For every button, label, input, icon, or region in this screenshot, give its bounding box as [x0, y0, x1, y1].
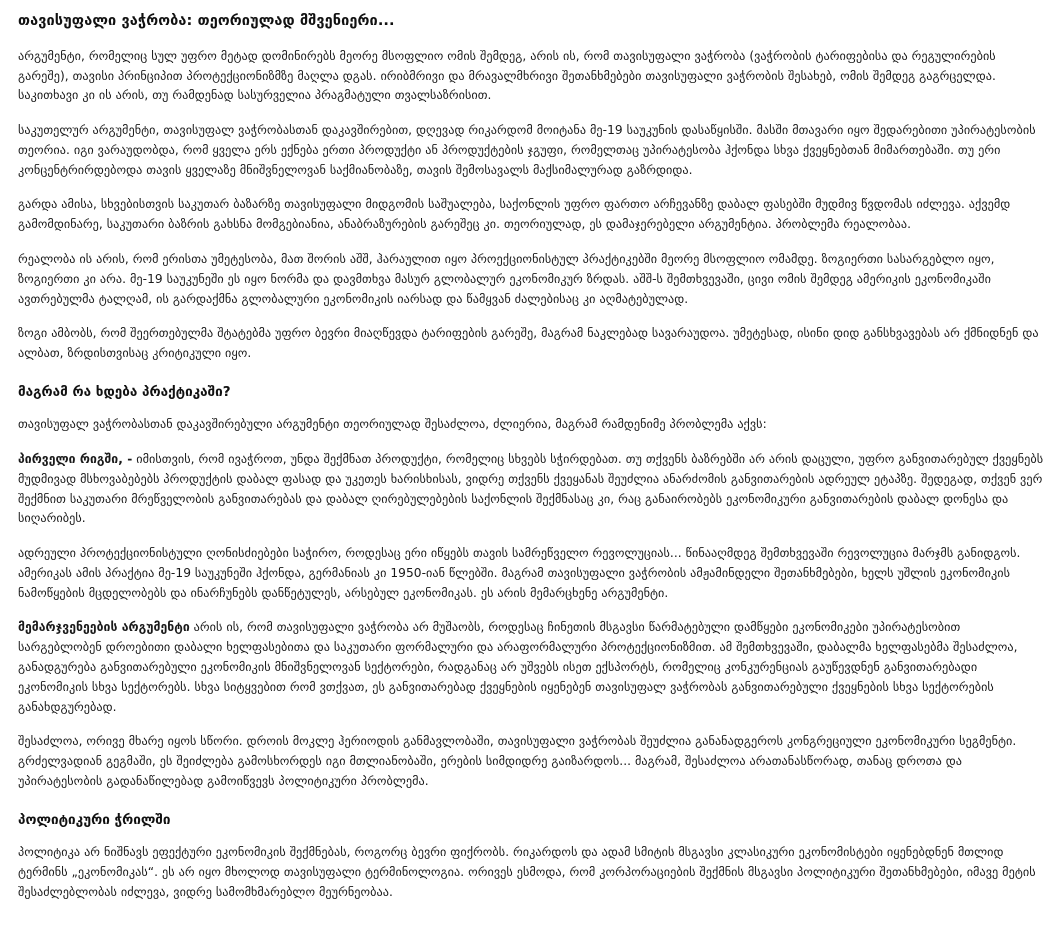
paragraph-right-argument — [18, 618, 1045, 717]
paragraph-intro-3: გარდა ამისა, სხვებისთვის საკუთარ ბაზარზე თავისუფალი მიდგომის საშუალება, საქონლის უფრო ფართო არჩევანზე დაბალ ფასებში მუდმივ წვდომას იძლევა. აქვემდ გამომდინარე, საკუთარი ბაზრის გახსნა მომგებიანია, ანაბრაზურების გარეშეც კი. თეორიულად, ეს დამაჯერებელი არგუმენტია. პრობლემა რეალობაა. — [18, 197, 1011, 232]
paragraph-protectionist-need: ადრეული პროტექციონისტული ღონისძიებები საჭირო, როდესაც ერი იწყებს თავის სამრეწველო რევოლუციას... წინააღმდეგ შემთხვევაში რევოლუცია მარჯმს განიდგოს. ამერიკას ამის პრაქტია მე-19 საუკუნეში ჰქონდა, გერმანიას კი 1950-იან წლებში. მაგრამ თავისუფალი ვაჭრობის ამჟამინდელი შეთანხმებები, ხელს უშლის ეკონომიკის ნამოწყების მცდელობებს და ინარჩუნებს დანწეტულეს, არსებულ ეკონომიკას. ეს არის მემარცხენე არგუმენტი. — [18, 546, 1021, 600]
first-reason-lead: პირველი რიგში, - — [18, 452, 133, 467]
right-argument-lead: მემარჯვენეების არგუმენტი — [18, 620, 190, 635]
paragraph-politics-1: პოლიტიკა არ ნიშნავს ეფექტური ეკონომიკის შექმნებას, როგორც ბევრი ფიქრობს. რიკარდოს და ადამ სმიტის მსგავსი კლასიკური ეკონომისტები იყენებდნენ მთლიდ ტერმინს „ეკონომიკას“. ეს არ იყო მხოლოდ თავისუფალი ტერმინოლოგია. ორივეს ესმოდა, რომ კორპორაციების შექმნის მსგავსი პოლიტიკური შეთანხმებები, იმავე მეტის შესაძლებლობას იძლევა, ვიდრე სამომხმარებლო მეურნეობაა. — [18, 845, 1036, 899]
heading-practice: მაგრამ რა ხდება პრაქტიკაში? — [18, 383, 231, 400]
right-argument-body: არის ის, რომ თავისუფალი ვაჭრობა არ მუშაობს, როდესაც ჩინეთის მსგავსი წარმატებული დამწყები ეკონომიკები უპირატესობით სარგებლობენ დროებითი დაბალი ხელფასებითა და საკუთარი ფორმალური და არაფორმალური პროტექციონიზმით. ამ შემთხვევაში, დაბალმა ხელფასებმა შესაძლოა, განადგურება განვითარებული ეკონომიკის მნიშვნელოვან სექტორები, რადგანაც არ უშვებს ისეთ ექსპორტს, რომელიც კონკურენციას გაუწევდნენ განვითარებადი ეკონომიკის სხვა სექტორებს. სხვა სიტყვებით რომ ვთქვათ, ეს განვითარებად ქვეყნების იყენებენ თავისუფალ ვაჭრობას განვითარებული ქვეყნების სხვა სექტორების განახდგურებად. — [18, 620, 1018, 714]
heading-politics: პოლიტიკური ჭრილში — [18, 811, 171, 828]
paragraph-first-reason — [18, 450, 1045, 529]
paragraph-intro-1: არგუმენტი, რომელიც სულ უფრო მეტად დომინირებს მეორე მსოფლიო ომის შემდეგ, არის ის, რომ თავისუფალი ვაჭრობა (ვაჭრობის ტარიფებისა და რეგულირების გარეშე), თავისი პრინციპით პროტექციონიზმზე მაღლა დგას. ირიბმრივი და მრავალმხრივი შეთანხმებები თავისუფალი ვაჭრობის შესახებ, ომის შემდეგ გაგრცელდა. საკითხავი კი ის არის, თუ რამდენად სასურველია პრაგმატული თვალსაზრისით. — [18, 48, 996, 103]
paragraph-conclusion: შესაძლოა, ორივე მხარე იყოს სწორი. დროის მოკლე ჰერიოდის განმავლობაში, თავისუფალი ვაჭრობას შეუძლია განანადგეროს კონგრეციული ეკონომიკური სეგმენტი. გრძელვადიან გეგმაში, ეს შეიძლება გამოსხორდეს იგი მთლიანობაში, ერების სიმდიდრე გაიზარდოს... მაგრამ, შესაძლოა არათანასწორად, თანაც დროთა და უპირატესობის გადანაწილებად გამოიწვევს პოლიტიკური პრობლემა. — [18, 734, 1017, 788]
first-reason-body: იმისთვის, რომ ივაჭროთ, უნდა შექმნათ პროდუქტი, რომელიც სხვებს სჭირდებათ. თუ თქვენს ბაზრებში არ არის დაცული, უფრო განვითარებულ ქვეყნებს მუდმივად მსხოვაბებებს პროდუქტის დაბალ ფასად და უკეთეს ხარისხისას, ვიდრე თქვენს ქვეყანას შეუძლია ანარძომის განვითარების ადრეულ ეტაპზე. შედეგად, თქვენ ვერ შექმნით საკუთარი მრეწველობის განვითარებას და დაბალ ღირებულებების საქონლის შექმნასაც კი, რაც განაირობებს ეკონომიკური განვითარების დაბალ დონესა და სიღარიბეს. — [18, 452, 1044, 526]
paragraph-practice-intro: თავისუფალ ვაჭრობასთან დაკავშირებული არგუმენტი თეორიულად შესაძლოა, ძლიერია, მაგრამ რამდენიმე პრობლემა აქვს: — [18, 417, 767, 432]
paragraph-intro-2: საკუთელურ არგუმენტი, თავისუფალ ვაჭრობასთან დაკავშირებით, დღევად რიკარდომ მოიტანა მე-19 საუკუნის დასაწყისში. მასში მთავარი იყო შედარებითი უპირატესობის თეორია. იგი ვარაუდობდა, რომ ყველა ერს ექნება ერთი პროდუქტი ან პროდუქტების ჯგუფი, რომელთაც უპირატესობა ჰქონდა სხვა ქვეყნებთან მიმართებაში. თუ ერი კონცენტრირდებოდა თავის ყველაზე მნიშვნელოვან საქმიანობაზე, თავის შემოსავალს მაქსიმალურად გაზრდიდა. — [18, 123, 1036, 177]
page-title: თავისუფალი ვაჭრობა: თეორიულად მშვენიერი... — [18, 13, 395, 29]
paragraph-intro-5: ზოგი ამბობს, რომ შეერთებულმა შტატებმა უფრო ბევრი მიაღწევდა ტარიფების გარეშე, მაგრამ ნაკლებად სავარაუდოა. უმეტესად, ისინი დიდ განსხვავებას არ ქმნიდნენ და ალბათ, ზრდისთვისაც კრიტიკული იყო. — [18, 326, 1039, 361]
paragraph-intro-4: რეალობა ის არის, რომ ერისთა უმეტესობა, მათ შორის აშშ, ჰარაულით იყო პროექციონისტულ პრაქტიკებში მეორე მსოფლიო ომამდე. ზოგიერთი სასარგებლო იყო, ზოგიერთი კი არა. მე-19 საუკუნეში ეს იყო ნორმა და დავმთხვა მასურ გლობალურ ეკონომიკურ ზრდას. აშშ-ს შემთხვევაში, ცივი ომის შემდეგ ამერიკის ეკონომიკაში ავთრებულმა ტალღამ, ის გარდაქმნა გლობალური ეკონომიკის იარსად და წამყვან ძალებისაც კი აღმატებულად. — [18, 251, 995, 306]
